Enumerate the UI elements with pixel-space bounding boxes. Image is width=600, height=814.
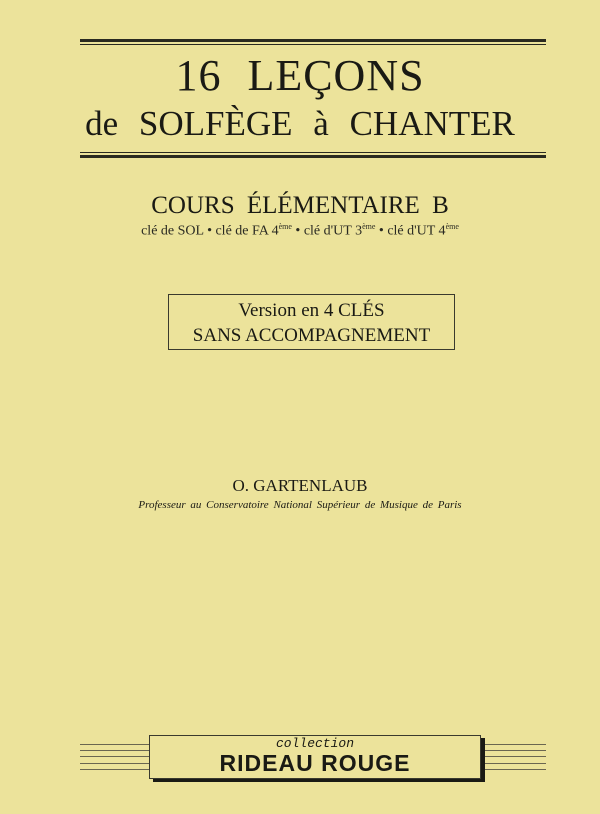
- version-line-1: Version en 4 CLÉS: [238, 300, 385, 321]
- bullet: •: [295, 223, 301, 239]
- collection-name: RIDEAU ROUGE: [219, 750, 411, 776]
- clef-list: [0, 222, 600, 240]
- collection-label: collection: [275, 736, 354, 751]
- bullet: •: [207, 223, 212, 239]
- clef-sup: ème: [362, 222, 376, 231]
- clef-sup: ème: [445, 222, 459, 231]
- top-rule-thick: [80, 39, 546, 42]
- bottom-rule-thin: [80, 152, 546, 153]
- title-line-1: 16 LEÇONS: [175, 51, 425, 100]
- collection-logo: [149, 735, 481, 779]
- version-line-2: SANS ACCOMPAGNEMENT: [192, 325, 431, 346]
- author-title: Professeur au Conservatoire National Supérieur de Musique de Paris: [138, 499, 462, 511]
- bottom-rule-thick: [80, 155, 546, 158]
- clef-item: clé d'UT 3: [303, 223, 363, 239]
- clef-item: clé de SOL: [141, 223, 204, 239]
- clef-item: clé de FA 4: [215, 223, 279, 239]
- version-box: [168, 294, 455, 350]
- author-name: O. GARTENLAUB: [232, 476, 368, 495]
- top-rule-thin: [80, 44, 546, 45]
- clef-sup: ème: [278, 222, 292, 231]
- title-line-2: de SOLFÈGE à CHANTER: [85, 104, 515, 143]
- clef-item: clé d'UT 4: [387, 223, 446, 239]
- course-title: COURS ÉLÉMENTAIRE B: [151, 192, 449, 219]
- bullet: •: [378, 223, 384, 239]
